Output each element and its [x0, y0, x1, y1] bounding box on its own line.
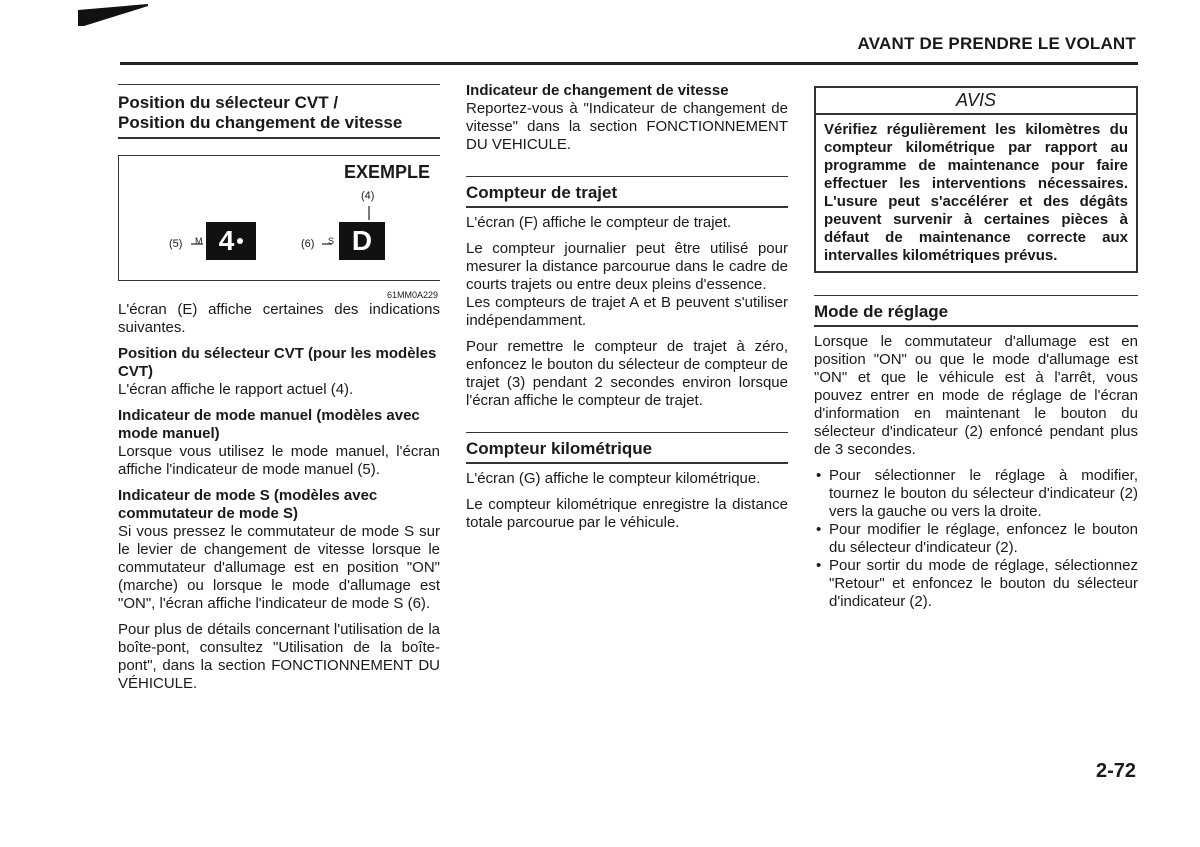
- odometer-paragraph-2: Le compteur kilométrique enregistre la distance totale parcourue par le véhicule.: [466, 496, 788, 531]
- shift-text: Reportez-vous à "Indicateur de changement de vitesse" dans la section FONCTIONNEMENT DU VEHICULE.: [466, 100, 788, 153]
- manual-text: Lorsque vous utilisez le mode manuel, l'écran affiche l'indicateur de mode manuel (5).: [118, 443, 440, 478]
- callout-label-6: (6): [301, 238, 315, 250]
- notice-title: AVIS: [816, 88, 1136, 115]
- manual-mode-indicator: [195, 222, 256, 260]
- settings-bullet-list: [814, 467, 1138, 611]
- column-right: [814, 78, 1138, 611]
- gear-digit: 4: [218, 225, 235, 256]
- trip-paragraph-4: Pour remettre le compteur de trajet à zéro, enfoncez le bouton du sélecteur de compteur de trajet (3) pendant 2 secondes environ lorsque l'écran affiche le compteur de trajet.: [466, 338, 788, 409]
- notice-box: [814, 86, 1138, 273]
- indicator-dot-icon: [237, 238, 243, 244]
- s-mode-text: Si vous pressez le commutateur de mode S sur le levier de changement de vitesse lorsque le commutateur d'allumage est en position "ON" (marche) ou lorsque le mode d'allumage est "ON", l'écran affiche l'indicateur de mode S (6).: [118, 523, 440, 612]
- section-title-cvt: [118, 84, 440, 139]
- manual-mode-prefix: M: [195, 236, 203, 246]
- page-number: 2-72: [1095, 760, 1136, 782]
- trip-paragraph-2: Le compteur journalier peut être utilisé pour mesurer la distance parcourue dans le cadre de courts trajets ou entre deux pleins d'essence.: [466, 240, 788, 293]
- intro-paragraph: L'écran (E) affiche certaines des indications suivantes.: [118, 301, 440, 336]
- section-title-settings-mode: Mode de réglage: [814, 295, 1138, 327]
- callout-label-4: (4): [361, 190, 375, 202]
- running-header: AVANT DE PRENDRE LE VOLANT: [857, 34, 1136, 53]
- s-mode-heading: Indicateur de mode S (modèles avec commutateur de mode S): [118, 487, 378, 522]
- s-mode-prefix: S: [328, 236, 335, 246]
- column-middle: [466, 78, 788, 532]
- header-rule: [120, 62, 1138, 65]
- list-item: • Pour sortir du mode de réglage, sélectionnez "Retour" et enfoncez le bouton du sélecteur d'indicateur (2).: [814, 557, 1138, 611]
- example-figure: [118, 155, 440, 300]
- section-title-trip: Compteur de trajet: [466, 176, 788, 208]
- figure-title: EXEMPLE: [343, 162, 430, 182]
- settings-mode-text: Lorsque le commutateur d'allumage est en position "ON" ou que le mode d'allumage est "ON" et que le véhicule est à l'arrêt, vous pouvez entrer en mode de réglage de l'écran d'information en maintenant le bouton du sélecteur d'indicateur (2) enfoncé pendant plus de 3 secondes.: [814, 333, 1138, 458]
- more-info-text: Pour plus de détails concernant l'utilisation de la boîte-pont, consultez "Utilisation de la boîte-pont", dans la section FONCTIONNEMENT DU VÉHICULE.: [118, 621, 440, 692]
- column-left: [118, 78, 440, 693]
- manual-heading: Indicateur de mode manuel (modèles avec mode manuel): [118, 407, 420, 442]
- trip-paragraph-1: L'écran (F) affiche le compteur de trajet.: [466, 214, 732, 231]
- drive-letter: D: [351, 225, 373, 256]
- cvt-heading: Position du sélecteur CVT (pour les modèles CVT): [118, 345, 437, 380]
- corner-scan-mark: [78, 4, 148, 26]
- section-title-line1: Position du sélecteur CVT /: [118, 93, 339, 112]
- odometer-paragraph-1: L'écran (G) affiche le compteur kilométrique.: [466, 470, 761, 487]
- list-item: • Pour modifier le réglage, enfoncez le bouton du sélecteur d'indicateur (2).: [814, 521, 1138, 557]
- cvt-text: L'écran affiche le rapport actuel (4).: [118, 381, 354, 398]
- shift-heading: Indicateur de changement de vitesse: [466, 82, 729, 99]
- figure-code: 61MM0A229: [386, 290, 438, 300]
- s-mode-indicator: [328, 222, 385, 260]
- notice-text: Vérifiez régulièrement les kilomètres du compteur kilométrique par rapport au programme de maintenance pour faire effectuer les interventions nécessaires. L'usure peut s'accélérer et des dégâts peuvent survenir à certaines pièces à défaut de maintenance correcte aux intervalles kilométriques prévus.: [824, 121, 1128, 264]
- trip-paragraph-3: Les compteurs de trajet A et B peuvent s'utiliser indépendamment.: [466, 294, 788, 329]
- section-title-line2: Position du changement de vitesse: [118, 113, 403, 132]
- callout-label-5: (5): [169, 238, 183, 250]
- section-title-odometer: Compteur kilométrique: [466, 432, 788, 464]
- callout-lines: [119, 156, 441, 282]
- list-item: • Pour sélectionner le réglage à modifier, tournez le bouton du sélecteur d'indicateur (2) vers la gauche ou vers la droite.: [814, 467, 1138, 521]
